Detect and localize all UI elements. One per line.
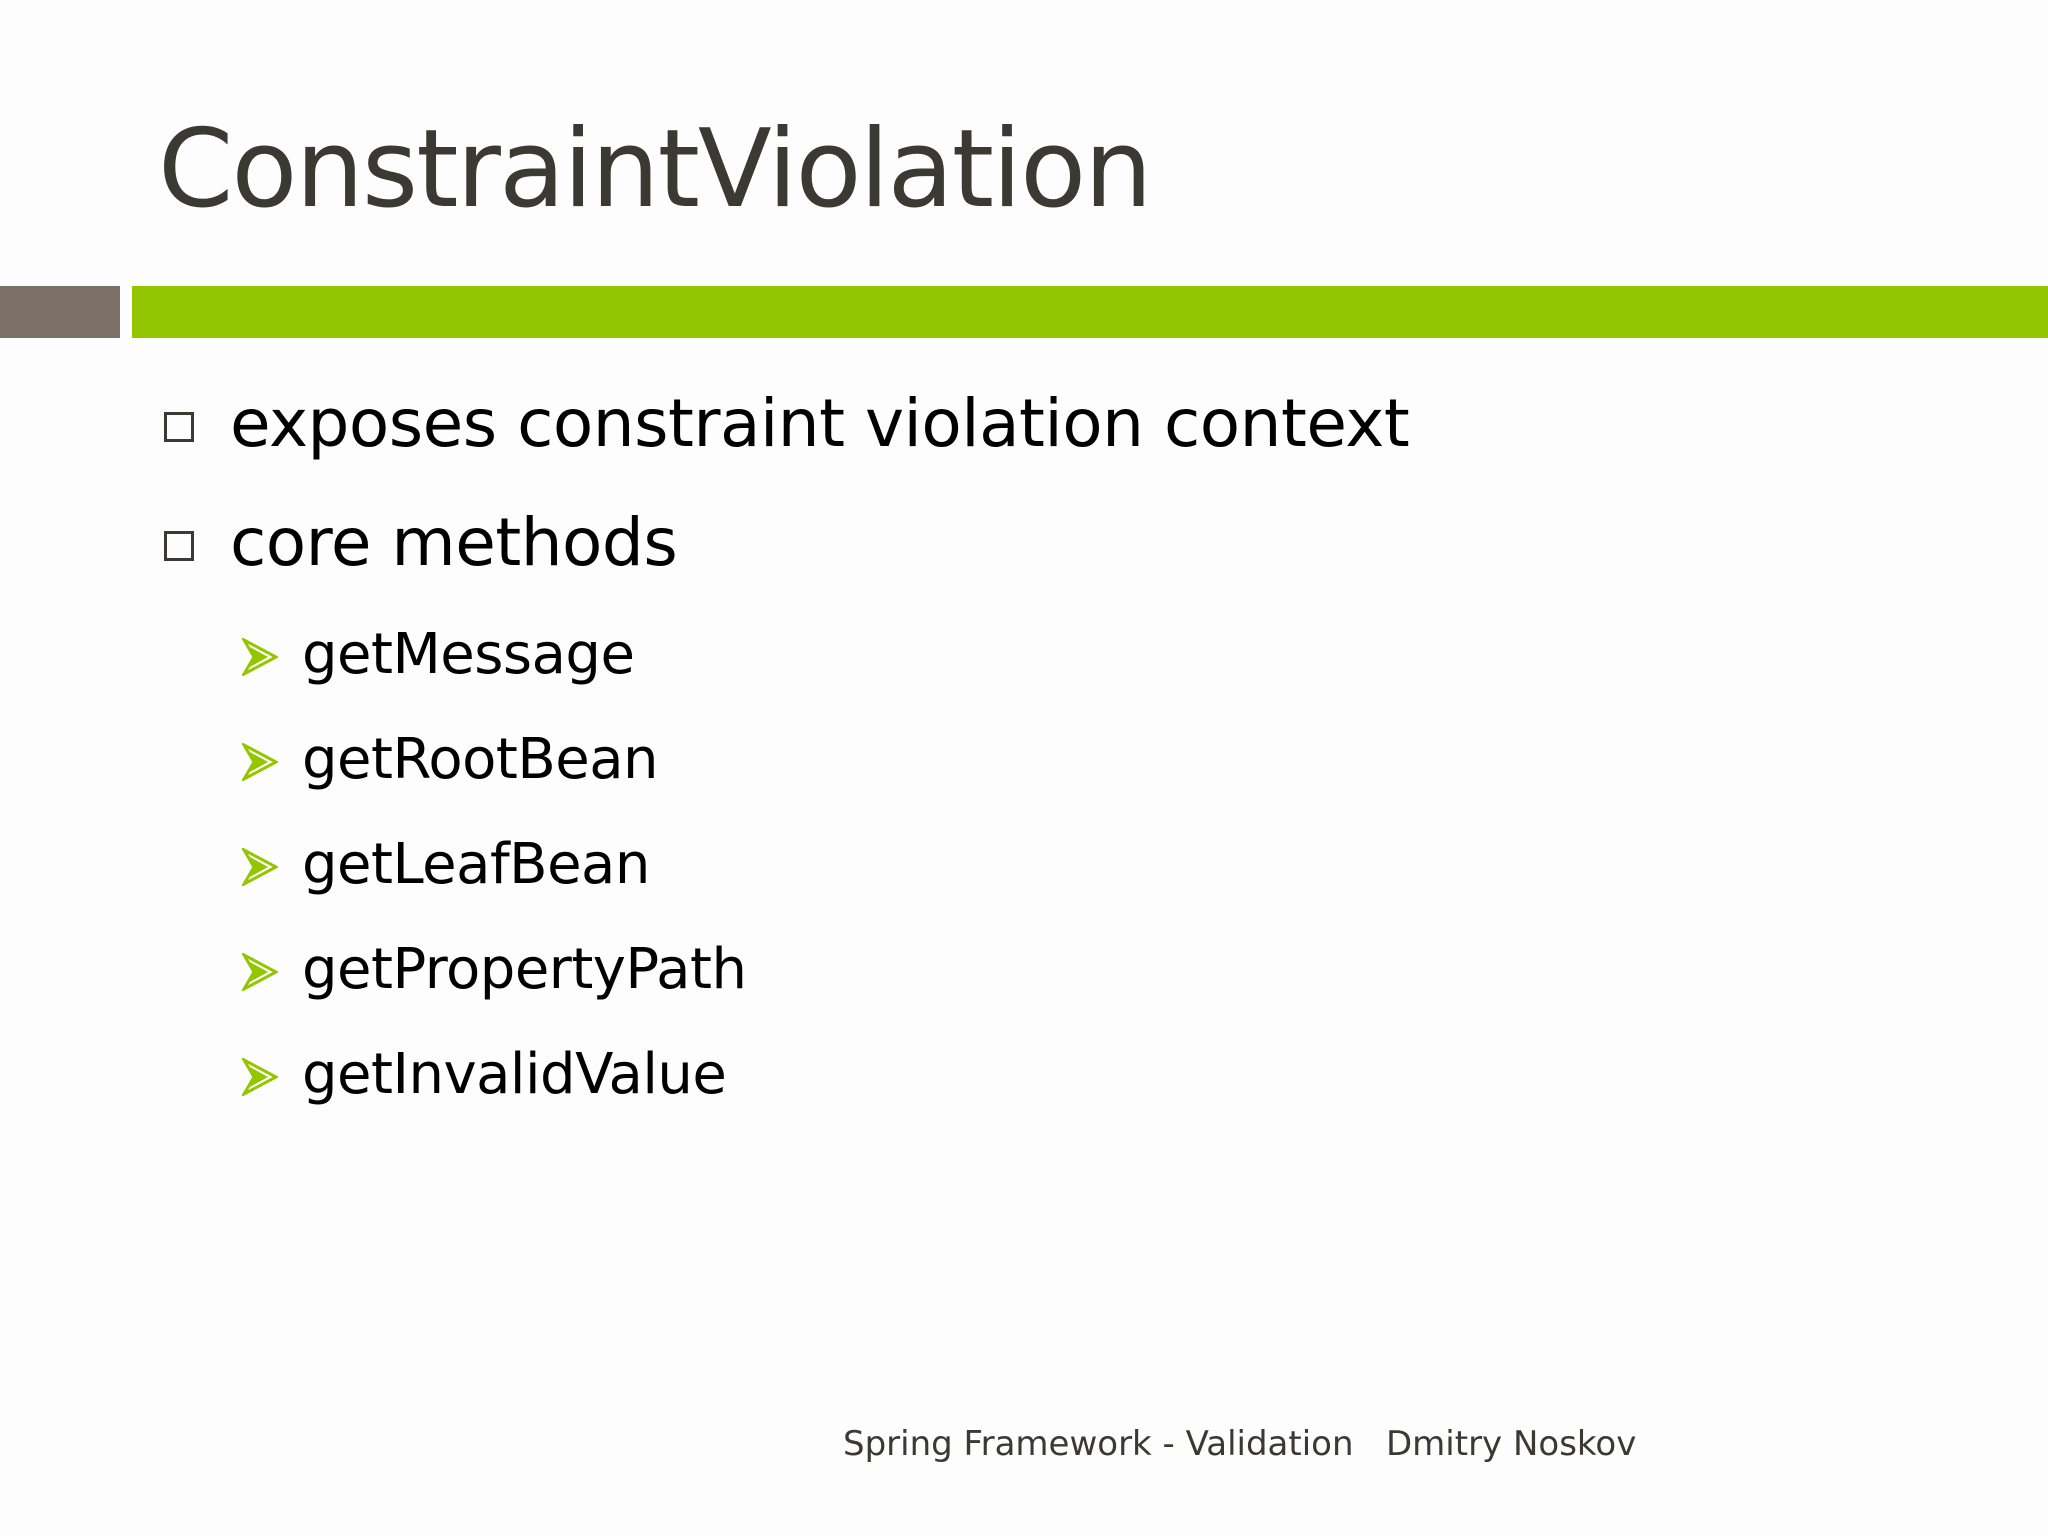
arrow-right-icon xyxy=(242,1058,278,1096)
title-divider-gray-bar xyxy=(0,286,120,338)
hollow-square-icon xyxy=(164,531,194,561)
sub-bullet-text: getLeafBean xyxy=(302,832,650,897)
sub-bullet-text: getMessage xyxy=(302,622,635,687)
bullet-text: exposes constraint violation context xyxy=(230,385,1410,462)
sub-bullet-text: getInvalidValue xyxy=(302,1042,727,1107)
title-divider-green-bar xyxy=(132,286,2048,338)
hollow-square-icon xyxy=(164,412,194,442)
sub-bullet-text: getPropertyPath xyxy=(302,937,747,1002)
footer-topic: Spring Framework - Validation xyxy=(843,1424,1354,1464)
arrow-right-icon xyxy=(242,638,278,676)
sub-bullet-text: getRootBean xyxy=(302,727,659,792)
slide-title: ConstraintViolation xyxy=(158,107,1151,232)
arrow-right-icon xyxy=(242,848,278,886)
bullet-text: core methods xyxy=(230,504,678,581)
footer-author: Dmitry Noskov xyxy=(1386,1424,1637,1464)
arrow-right-icon xyxy=(242,953,278,991)
arrow-right-icon xyxy=(242,743,278,781)
